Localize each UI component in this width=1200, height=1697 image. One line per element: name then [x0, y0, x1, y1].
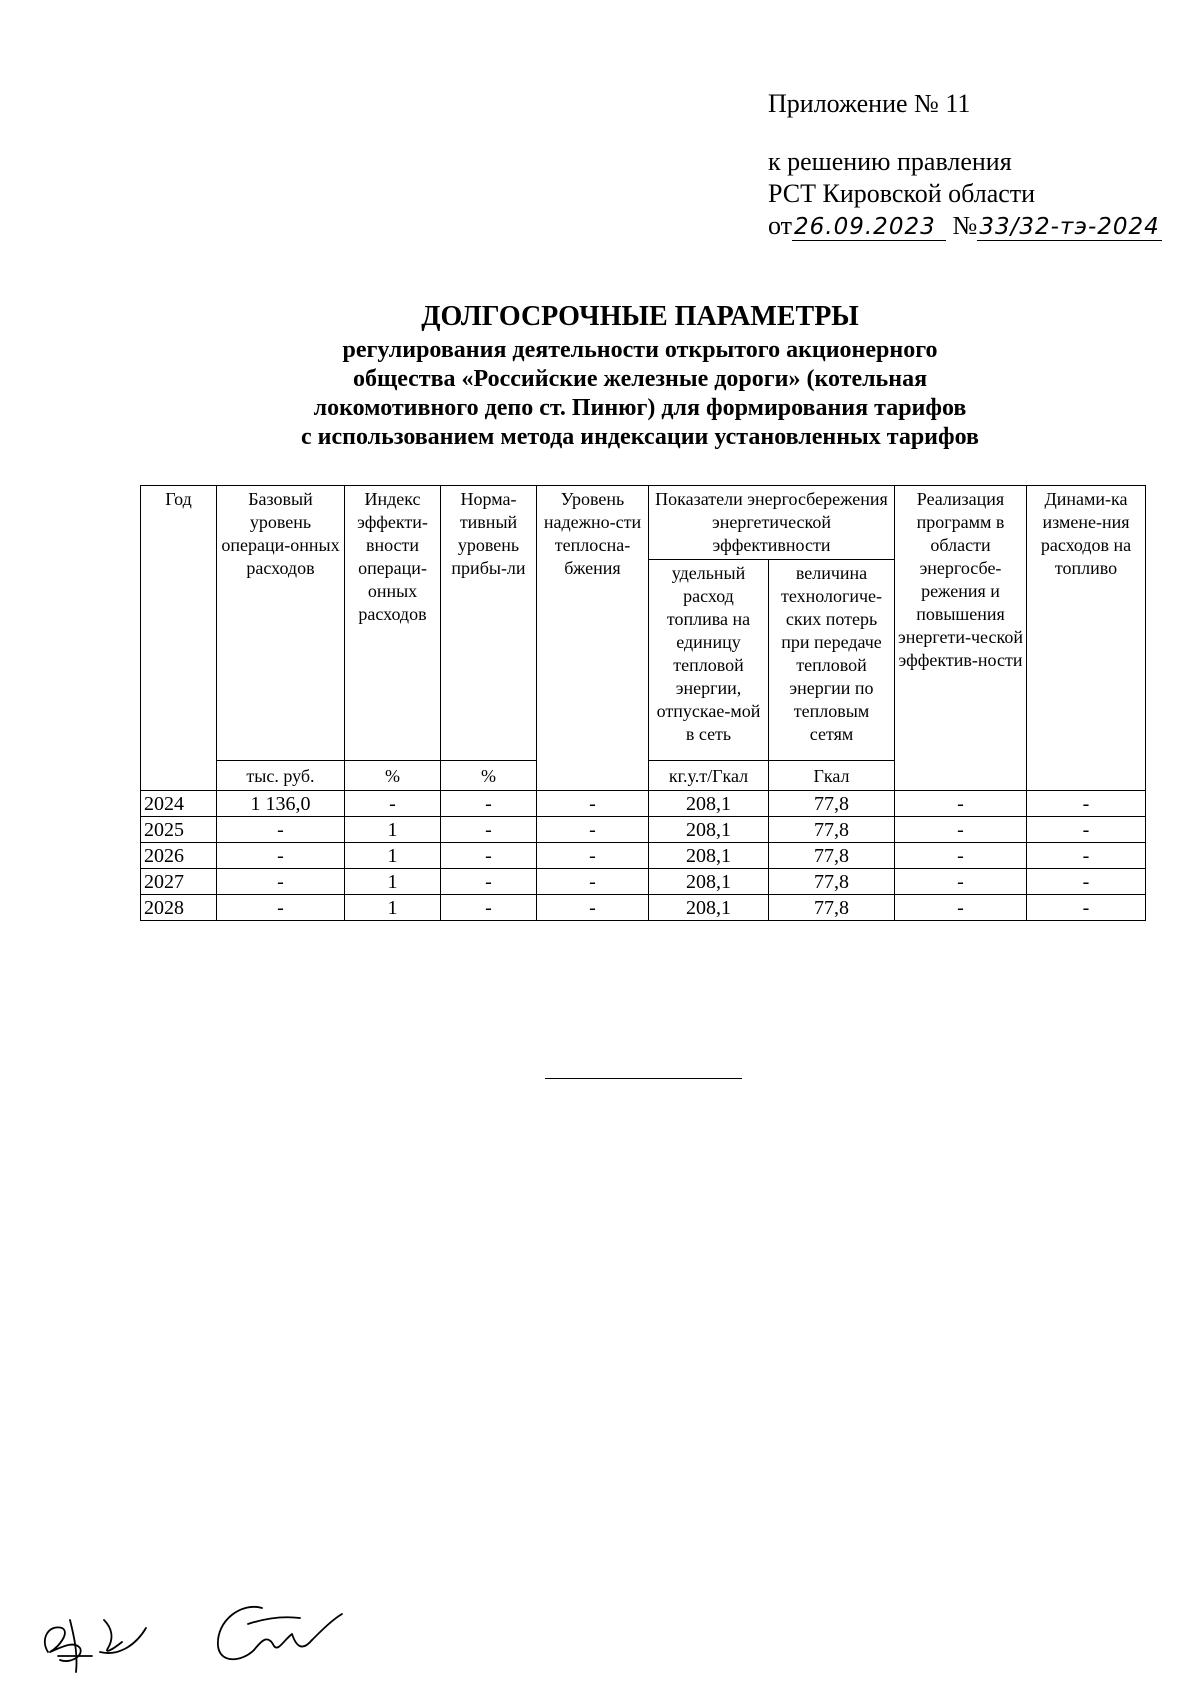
header-profit-level: Норма-тивный уровень прибы-ли	[441, 486, 537, 761]
cell-index: 1	[345, 817, 441, 843]
document-heading	[200, 300, 1080, 452]
cell-base: 1 136,0	[217, 791, 345, 817]
table-row	[141, 869, 1146, 895]
header-energy-group: Показатели энергосбережения энергетической эффективности	[649, 486, 895, 560]
unit-heat-losses: Гкал	[769, 761, 895, 791]
cell-year: 2025	[141, 817, 217, 843]
cell-programs: -	[895, 791, 1027, 817]
appendix-date-line	[768, 210, 1162, 242]
cell-profit: -	[441, 843, 537, 869]
heading-line-1: регулирования деятельности открытого акционерного	[342, 337, 938, 363]
header-base-level: Базовый уровень операци-онных расходов	[217, 486, 345, 761]
heading-title: ДОЛГОСРОЧНЫЕ ПАРАМЕТРЫ	[421, 301, 859, 332]
heading-line-3: локомотивного депо ст. Пинюг) для формирования тарифов	[313, 395, 967, 421]
header-fuel-dynamics: Динами-ка измене-ния расходов на топливо	[1027, 486, 1146, 791]
cell-fuel: 208,1	[649, 895, 769, 921]
cell-reliability: -	[537, 895, 649, 921]
appendix-title: Приложение № 11	[768, 89, 971, 118]
cell-base: -	[217, 817, 345, 843]
cell-index: -	[345, 791, 441, 817]
heading-line-4: с использованием метода индексации установленных тарифов	[301, 424, 979, 450]
cell-fuel: 208,1	[649, 843, 769, 869]
cell-losses: 77,8	[769, 791, 895, 817]
header-programs: Реализация программ в области энергосбе-режения и повышения энергети-ческой эффектив-ности	[895, 486, 1027, 791]
parameters-table	[140, 485, 1146, 921]
unit-profit-level: %	[441, 761, 537, 791]
handwritten-date: 26.09.2023	[794, 214, 936, 240]
cell-index: 1	[345, 843, 441, 869]
number-field	[977, 213, 1161, 241]
cell-dynamics: -	[1027, 791, 1146, 817]
cell-programs: -	[895, 895, 1027, 921]
cell-fuel: 208,1	[649, 817, 769, 843]
handwritten-signatures	[30, 1590, 360, 1680]
handwritten-number: 33/32-тэ-2024	[979, 214, 1160, 240]
cell-profit: -	[441, 869, 537, 895]
header-heat-losses: величина технологиче-ских потерь при передаче тепловой энергии по тепловым сетям	[769, 560, 895, 761]
appendix-line-2: РСТ Кировской области	[768, 179, 1036, 208]
cell-fuel: 208,1	[649, 869, 769, 895]
cell-dynamics: -	[1027, 895, 1146, 921]
cell-reliability: -	[537, 869, 649, 895]
cell-dynamics: -	[1027, 817, 1146, 843]
cell-year: 2027	[141, 869, 217, 895]
cell-losses: 77,8	[769, 817, 895, 843]
cell-reliability: -	[537, 843, 649, 869]
header-reliability: Уровень надежно-сти теплосна-бжения	[537, 486, 649, 791]
table-row	[141, 817, 1146, 843]
header-fuel-rate: удельный расход топлива на единицу тепловой энергии, отпускае-мой в сеть	[649, 560, 769, 761]
cell-losses: 77,8	[769, 869, 895, 895]
date-prefix: от	[768, 211, 793, 240]
header-efficiency-index: Индекс эффекти-вности операци-онных расходов	[345, 486, 441, 761]
cell-dynamics: -	[1027, 869, 1146, 895]
cell-reliability: -	[537, 791, 649, 817]
date-field	[792, 213, 946, 241]
cell-programs: -	[895, 843, 1027, 869]
header-row-1	[141, 486, 1146, 560]
table-row	[141, 895, 1146, 921]
cell-reliability: -	[537, 817, 649, 843]
cell-losses: 77,8	[769, 895, 895, 921]
unit-efficiency-index: %	[345, 761, 441, 791]
cell-programs: -	[895, 817, 1027, 843]
unit-base-level: тыс. руб.	[217, 761, 345, 791]
appendix-block	[768, 88, 1162, 242]
cell-fuel: 208,1	[649, 791, 769, 817]
cell-dynamics: -	[1027, 843, 1146, 869]
cell-base: -	[217, 869, 345, 895]
header-year: Год	[141, 486, 217, 791]
cell-profit: -	[441, 791, 537, 817]
number-prefix: №	[952, 211, 978, 240]
heading-line-2: общества «Российские железные дороги» (котельная	[352, 366, 928, 392]
cell-year: 2028	[141, 895, 217, 921]
closing-rule	[545, 1078, 742, 1079]
cell-index: 1	[345, 895, 441, 921]
cell-profit: -	[441, 895, 537, 921]
cell-year: 2024	[141, 791, 217, 817]
cell-profit: -	[441, 817, 537, 843]
appendix-line-1: к решению правления	[768, 147, 1012, 176]
table-row	[141, 843, 1146, 869]
cell-index: 1	[345, 869, 441, 895]
cell-losses: 77,8	[769, 843, 895, 869]
cell-base: -	[217, 843, 345, 869]
cell-programs: -	[895, 869, 1027, 895]
unit-fuel-rate: кг.у.т/Гкал	[649, 761, 769, 791]
table-row	[141, 791, 1146, 817]
cell-base: -	[217, 895, 345, 921]
cell-year: 2026	[141, 843, 217, 869]
